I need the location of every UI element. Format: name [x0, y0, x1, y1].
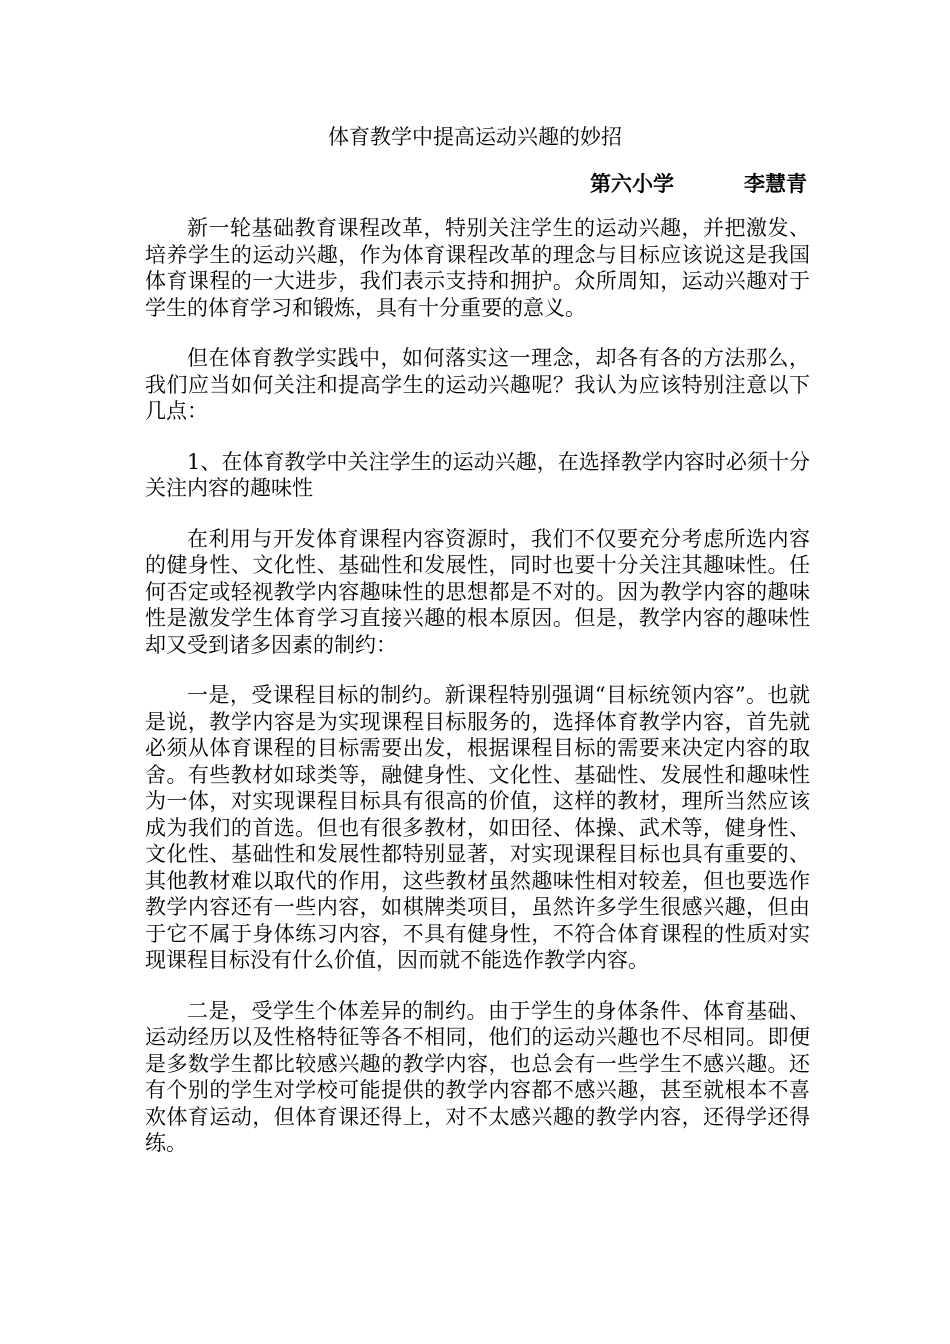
section-heading: 1、在体育教学中关注学生的运动兴趣，在选择教学内容时必须十分关注内容的趣味性 [145, 449, 810, 500]
document-title: 体育教学中提高运动兴趣的妙招 [328, 125, 622, 149]
paragraph: 新一轮基础教育课程改革，特别关注学生的运动兴趣，并把激发、培养学生的运动兴趣，作为体育课程改革的理念与目标应该说这是我国体育课程的一大进步，我们表示支持和拥护。众所周知，运动兴趣对于学生的体育学习和锻炼，具有十分重要的意义。 [145, 216, 810, 320]
byline-author: 李慧青 [744, 171, 807, 196]
byline [590, 170, 807, 198]
document-body [145, 215, 810, 1181]
paragraph: 二是，受学生个体差异的制约。由于学生的身体条件、体育基础、运动经历以及性格特征等各不相同，他们的运动兴趣也不尽相同。即便是多数学生都比较感兴趣的教学内容，也总会有一些学生不感兴趣。还有个别的学生对学校可能提供的教学内容都不感兴趣，甚至就根本不喜欢体育运动，但体育课还得上，对不太感兴趣的教学内容，还得学还得练。 [145, 998, 810, 1155]
byline-school: 第六小学 [590, 171, 674, 196]
paragraph: 在利用与开发体育课程内容资源时，我们不仅要充分考虑所选内容的健身性、文化性、基础性和发展性，同时也要十分关注其趣味性。任何否定或轻视教学内容趣味性的思想都是不对的。因为教学内容的趣味性是激发学生体育学习直接兴趣的根本原因。但是，教学内容的趣味性却又受到诸多因素的制约： [145, 526, 810, 657]
paragraph: 一是，受课程目标的制约。新课程特别强调“目标统领内容”。也就是说，教学内容是为实现课程目标服务的，选择体育教学内容，首先就必须从体育课程的目标需要出发，根据课程目标的需要来决定内容的取舍。有些教材如球类等，融健身性、文化性、基础性、发展性和趣味性为一体，对实现课程目标具有很高的价值，这样的教材，理所当然应该成为我们的首选。但也有很多教材，如田径、体操、武术等，健身性、文化性、基础性和发展性都特别显著，对实现课程目标也具有重要的、其他教材难以取代的作用，这些教材虽然趣味性相对较差，但也要选作教学内容还有一些内容，如棋牌类项目，虽然许多学生很感兴趣，但由于它不属于身体练习内容，不具有健身性，不符合体育课程的性质对实现课程目标没有什么价值，因而就不能选作教学内容。 [145, 683, 810, 972]
paragraph: 但在体育教学实践中，如何落实这一理念，却各有各的方法那么，我们应当如何关注和提高学生的运动兴趣呢？我认为应该特别注意以下几点： [145, 346, 810, 423]
